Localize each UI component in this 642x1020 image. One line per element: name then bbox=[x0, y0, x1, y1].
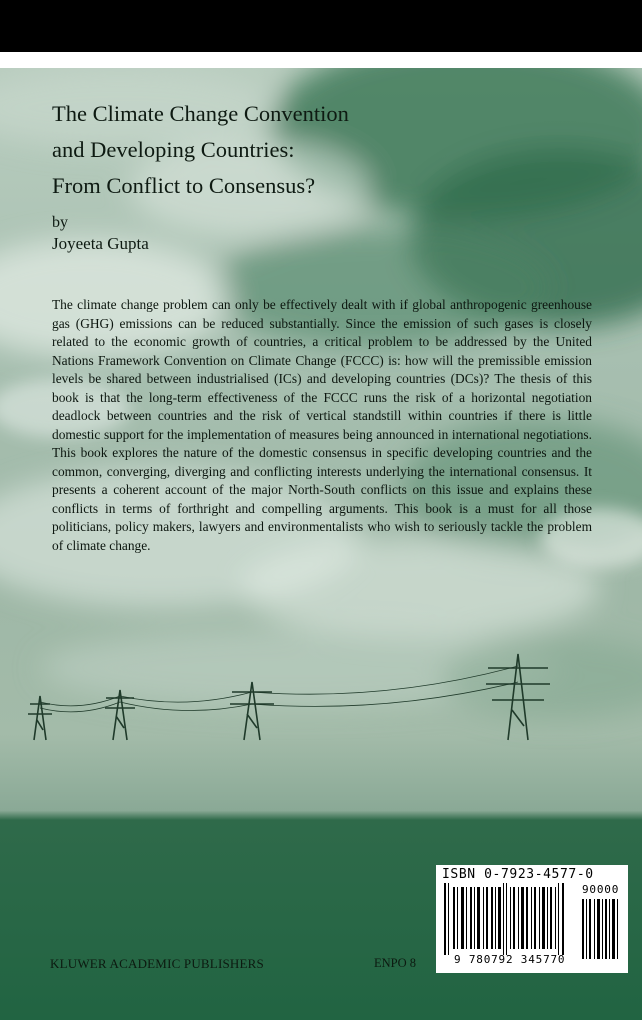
isbn-text: ISBN 0-7923-4577-0 bbox=[442, 867, 594, 882]
price-addon-digits: 90000 bbox=[582, 883, 620, 896]
isbn-barcode bbox=[436, 865, 628, 973]
by-label: by bbox=[52, 214, 68, 231]
top-white-strip bbox=[0, 52, 642, 68]
book-back-cover bbox=[0, 68, 642, 1020]
ean-digits: 9 780792 345770 bbox=[454, 953, 566, 966]
title-line-1: The Climate Change Convention bbox=[52, 101, 349, 126]
top-black-bar bbox=[0, 0, 642, 52]
publisher-name: KLUWER ACADEMIC PUBLISHERS bbox=[50, 956, 264, 971]
title-line-2: and Developing Countries: bbox=[52, 137, 295, 162]
book-title bbox=[52, 96, 552, 204]
title-line-3: From Conflict to Consensus? bbox=[52, 173, 316, 198]
power-pylons-illustration bbox=[0, 628, 642, 748]
series-code: ENPO 8 bbox=[374, 956, 417, 970]
book-description: The climate change problem can only be effectively dealt with if global anthropogenic greenhouse gas (GHG) emissions can be reduced substantially. Since the emission of such gases is closely related to the economic growth of countries, a critical problem to be addressed by the United Nations Framework Convention on Climate Change (FCCC) is: how will the premissible emission levels be shared between industrialised (ICs) and developing countries (DCs)? The thesis of this book is that the long-term effectiveness of the FCCC runs the risk of a horizontal negotiation deadlock between countries and the risk of vertical standstill within countries if there is little domestic support for the implementation of measures being announced in international negotiations. This book explores the nature of the domestic consensus in specific developing countries and the common, converging, diverging and conflicting interests underlying the international consensus. It presents a coherent account of the major North-South conflicts on this issue and explains these conflicts in terms of forthright and compelling arguments. This book is a must for all those politicians, policy makers, lawyers and environmentalists who wish to seriously tackle the problem of climate change. bbox=[52, 297, 592, 553]
author-name: Joyeeta Gupta bbox=[52, 234, 149, 253]
